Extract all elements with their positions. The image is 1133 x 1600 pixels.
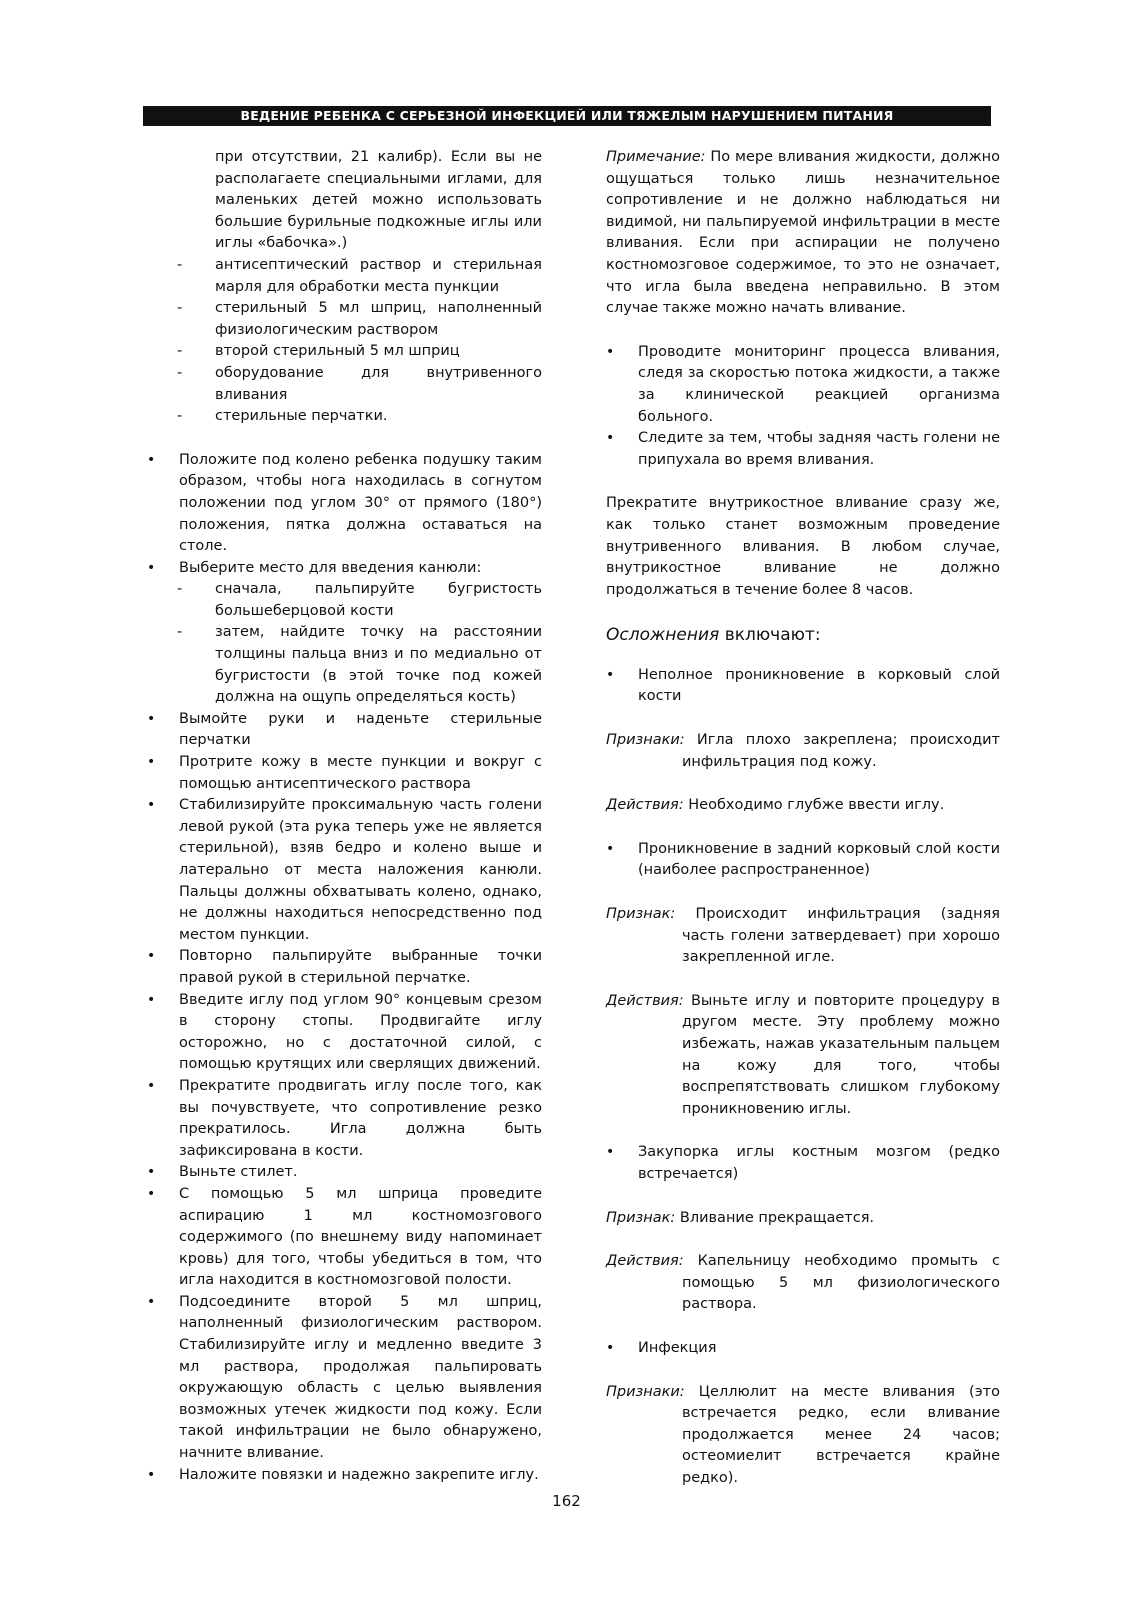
dash-marker: - bbox=[177, 581, 183, 598]
bullet-marker: • bbox=[147, 991, 156, 1008]
complication-title: • Закупорка иглы костным мозгом (редко встречается) bbox=[606, 1144, 1000, 1182]
bullet-marker: • bbox=[147, 1164, 156, 1181]
dash-item: - оборудование для внутривенного вливания bbox=[177, 364, 542, 403]
running-header: ВЕДЕНИЕ РЕБЕНКА С СЕРЬЕЗНОЙ ИНФЕКЦИЕЙ ИЛИ ТЯЖЕЛЫМ НАРУШЕНИЕМ ПИТАНИЯ bbox=[143, 106, 991, 126]
step-item: • С помощью 5 мл шприца проведите аспирацию 1 мл костномозгового содержимого (по внешнему виду напоминает кровь) для того, чтобы убедиться в том, что игла находится в костномозговой полости. bbox=[147, 1185, 542, 1289]
bullet-marker: • bbox=[147, 797, 156, 814]
bullet-marker: • bbox=[147, 710, 156, 727]
complication-signs: Признаки: Целлюлит на месте вливания (это встречается редко, если вливание продолжается менее 24 часов; остеомиелит встречается крайне редко). bbox=[606, 1383, 1000, 1486]
step-item: • Прекратите продвигать иглу после того, как вы почувствуете, что сопротивление резко прекратилось. Игла должна быть зафиксирована в кости. bbox=[147, 1077, 542, 1159]
step-item: • Повторно пальпируйте выбранные точки правой рукой в стерильной перчатке. bbox=[147, 948, 542, 986]
dash-item: - стерильный 5 мл шприц, наполненный физиологическим раствором bbox=[177, 300, 542, 338]
monitoring-bullet: • Проводите мониторинг процесса вливания, следя за скоростью потока жидкости, а также за клинической реакцией организма больного. bbox=[606, 343, 1000, 425]
dash-marker: - bbox=[177, 256, 183, 273]
site-subitem: - сначала, пальпируйте бугристость большеберцовой кости bbox=[177, 581, 542, 619]
complication-title: • Неполное проникновение в корковый слой кости bbox=[606, 666, 1000, 705]
bullet-marker: • bbox=[147, 1077, 156, 1094]
dash-marker: - bbox=[177, 300, 183, 317]
dash-item: - антисептический раствор и стерильная марля для обработки места пункции bbox=[177, 256, 542, 295]
bullet-marker: • bbox=[147, 948, 156, 965]
complication-signs: Признак: Происходит инфильтрация (задняя часть голени затвердевает) при хорошо закрепленной игле. bbox=[606, 906, 1001, 966]
intro-continuation: при отсутствии, 21 калибр). Если вы не располагаете специальными иглами, для маленьких детей можно использовать большие бурильные подкожные иглы или иглы «бабочка».) bbox=[215, 149, 542, 252]
step-item: • Выберите место для введения канюли: bbox=[147, 558, 542, 580]
complication-signs: Признаки: Игла плохо закреплена; происходит инфильтрация под кожу. bbox=[606, 732, 1001, 770]
left-column bbox=[147, 147, 542, 1486]
complication-title: • Инфекция bbox=[606, 1338, 1000, 1360]
bullet-marker: • bbox=[147, 559, 156, 576]
page-number: 162 bbox=[552, 1492, 581, 1510]
bullet-marker: • bbox=[606, 430, 615, 447]
complication-actions: Действия: Капельницу необходимо промыть с помощью 5 мл физиологического раствора. bbox=[606, 1253, 1000, 1313]
dash-item: - стерильные перчатки. bbox=[147, 406, 542, 428]
bullet-marker: • bbox=[606, 1144, 615, 1161]
bullet-marker: • bbox=[606, 343, 615, 360]
step-item: • Выньте стилет. bbox=[147, 1162, 542, 1184]
bullet-marker: • bbox=[147, 1466, 156, 1483]
step-item: • Наложите повязки и надежно закрепите иглу. bbox=[147, 1465, 542, 1487]
bullet-marker: • bbox=[606, 1339, 615, 1356]
complication-actions: Действия: Выньте иглу и повторите процедуру в другом месте. Эту проблему можно избежать, нажав указательным пальцем на кожу для того, чтобы воспрепятствовать слишком глубокому проникновению иглы. bbox=[606, 992, 1000, 1117]
step-item: • Подсоедините второй 5 мл шприц, наполненный физиологическим раствором. Стабилизируйте иглу и медленно введите 3 мл раствора, продолжая пальпировать окружающую область с целью выявления возможных утечек жидкости под кожу. Если такой инфильтрации не было обнаружено, начните вливание. bbox=[147, 1293, 542, 1462]
monitoring-bullet: • Следите за тем, чтобы задняя часть голени не припухала во время вливания. bbox=[606, 430, 1000, 468]
bullet-marker: • bbox=[606, 666, 615, 683]
note-label: Примечание: bbox=[606, 149, 706, 165]
complications-heading: Осложнения включают: bbox=[606, 625, 821, 646]
step-item: • Вымойте руки и наденьте стерильные перчатки bbox=[147, 710, 542, 749]
step-item: • Протрите кожу в месте пункции и вокруг с помощью антисептического раствора bbox=[147, 754, 542, 792]
dash-marker: - bbox=[177, 408, 183, 425]
dash-marker: - bbox=[177, 364, 183, 381]
step-item: • Стабилизируйте проксимальную часть голени левой рукой (эта рука теперь уже не является стерильной), взяв бедро и колено выше и латерально от места наложения канюли. Пальцы должны обхватывать колено, однако, не должны находиться непосредственно под местом пункции. bbox=[147, 797, 542, 943]
dash-marker: - bbox=[177, 624, 183, 641]
bullet-marker: • bbox=[147, 754, 156, 771]
right-column bbox=[606, 147, 1000, 1490]
note-paragraph: Примечание: По мере вливания жидкости, должно ощущаться только лишь незначительное сопротивление и не должно наблюдаться ни видимой, ни пальпируемой инфильтрации в месте вливания. Если при аспирации не получено костномозговое содержимое, то это не означает, что игла была введена неправильно. В этом случае также можно начать вливание. bbox=[606, 149, 1000, 317]
complication-signs: Признак: Вливание прекращается. bbox=[606, 1209, 875, 1226]
bullet-marker: • bbox=[606, 840, 615, 857]
complication-actions: Действия: Необходимо глубже ввести иглу. bbox=[606, 797, 945, 814]
dash-item: - второй стерильный 5 мл шприц bbox=[147, 341, 542, 363]
bullet-marker: • bbox=[147, 1185, 156, 1202]
step-item: • Введите иглу под углом 90° концевым срезом в сторону стопы. Продвигайте иглу осторожно, но с достаточной силой, с помощью крутящих или сверлящих движений. bbox=[147, 991, 542, 1073]
bullet-marker: • bbox=[147, 451, 156, 468]
bullet-marker: • bbox=[147, 1293, 156, 1310]
complication-title: • Проникновение в задний корковый слой кости (наиболее распространенное) bbox=[606, 840, 1000, 879]
dash-marker: - bbox=[177, 343, 183, 360]
step-item: • Положите под колено ребенка подушку таким образом, чтобы нога находилась в согнутом положении под углом 30° от прямого (180°) положения, пятка должна оставаться на столе. bbox=[147, 451, 542, 555]
stop-paragraph: Прекратите внутрикостное вливание сразу же, как только станет возможным проведение внутривенного вливания. В любом случае, внутрикостное вливание не должно продолжаться в течение более 8 часов. bbox=[606, 495, 1000, 598]
site-subitem: - затем, найдите точку на расстоянии толщины пальца вниз и по медиально от бугристости (в этой точке под кожей должна на ощупь определяться кость) bbox=[177, 624, 542, 706]
